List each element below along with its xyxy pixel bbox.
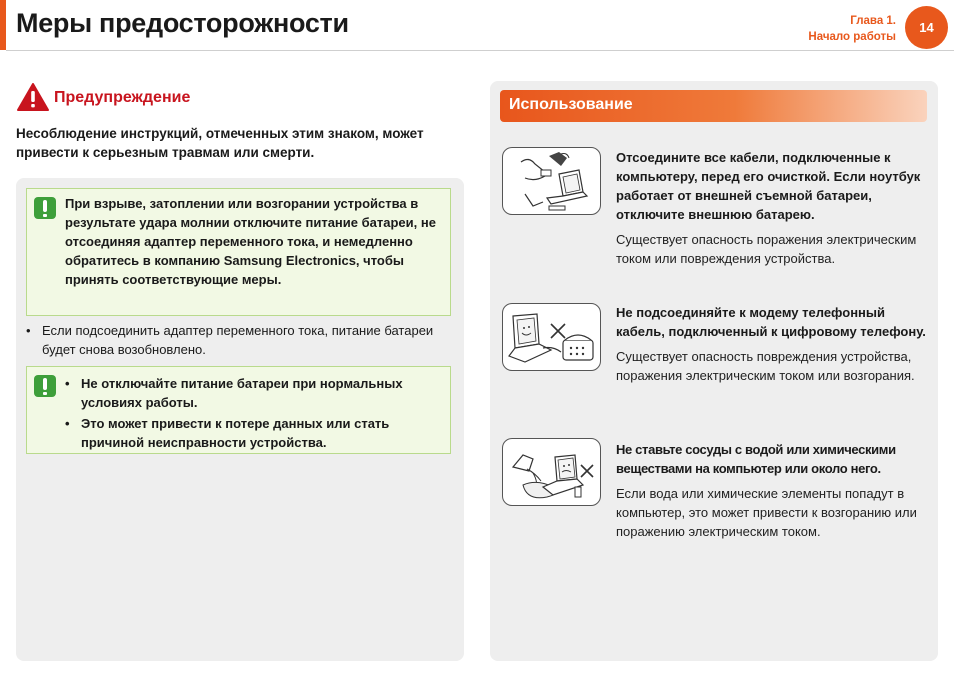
right-panel <box>490 81 938 661</box>
chapter-label[interactable] <box>808 13 896 45</box>
usage-item-3-text: Если вода или химические элементы попадут в компьютер, это может привести к возгоранию или поражению электрическим током. <box>616 486 917 539</box>
unplug-cable-illustration <box>502 147 601 215</box>
section-title: Использование <box>509 96 633 113</box>
note-box-1 <box>26 188 451 316</box>
usage-item-1 <box>616 148 928 268</box>
phone-cable-illustration <box>502 303 601 371</box>
section-header-bar <box>500 90 927 122</box>
usage-item-2-text: Существует опасность повреждения устройства, поражения электрическим током или возгорания. <box>616 349 915 383</box>
header-divider <box>6 50 954 51</box>
warning-description: Несоблюдение инструкций, отмеченных этим знаком, может привести к серьезным травмам или смерти. <box>16 126 424 160</box>
list-item: • Не отключайте питание батареи при нормальных условиях работы. <box>65 376 403 410</box>
note-2-list <box>65 374 445 452</box>
note-exclamation-icon <box>34 197 56 219</box>
usage-item-1-text: Существует опасность поражения электрическим током или повреждения устройства. <box>616 232 917 266</box>
usage-item-2-bold: Не подсоединяйте к модему телефонный кабель, подключенный к цифровому телефону. <box>616 305 926 339</box>
warning-label: Предупреждение <box>54 89 191 106</box>
note-exclamation-icon <box>34 375 56 397</box>
note-1-text: При взрыве, затоплении или возгорании устройства в результате удара молнии отключите питание батареи, не отсоединяя адаптер переменного тока, и немедленно обратитесь в компанию Samsung Electronics, чтобы принять соответствующие меры. <box>65 196 436 287</box>
note-box-2 <box>26 366 451 454</box>
left-panel <box>16 178 464 661</box>
list-item: • Это может привести к потере данных или стать причиной неисправности устройства. <box>65 416 390 450</box>
chapter-line-2: Начало работы <box>808 31 896 43</box>
warning-triangle-icon <box>16 82 50 112</box>
warning-heading <box>16 82 190 112</box>
usage-item-1-bold: Отсоедините все кабели, подключенные к компьютеру, перед его очисткой. Если ноутбук работает от внешней съемной батареи, отключите внешнюю батарею. <box>616 150 921 222</box>
page-title: Меры предосторожности <box>16 8 349 38</box>
water-spill-illustration <box>502 438 601 506</box>
header-accent-mark <box>0 0 6 50</box>
bullet-dot: • <box>26 323 31 338</box>
usage-item-2 <box>616 303 928 385</box>
usage-item-3-bold: Не ставьте сосуды с водой или химическими веществами на компьютер или около него. <box>616 442 896 476</box>
chapter-line-1: Глава 1. <box>850 15 896 27</box>
usage-item-3 <box>616 440 928 541</box>
adapter-bullet-text: Если подсоединить адаптер переменного тока, питание батареи будет снова возобновлено. <box>42 323 434 357</box>
page-number-badge: 14 <box>905 6 948 49</box>
adapter-bullet <box>26 321 451 359</box>
